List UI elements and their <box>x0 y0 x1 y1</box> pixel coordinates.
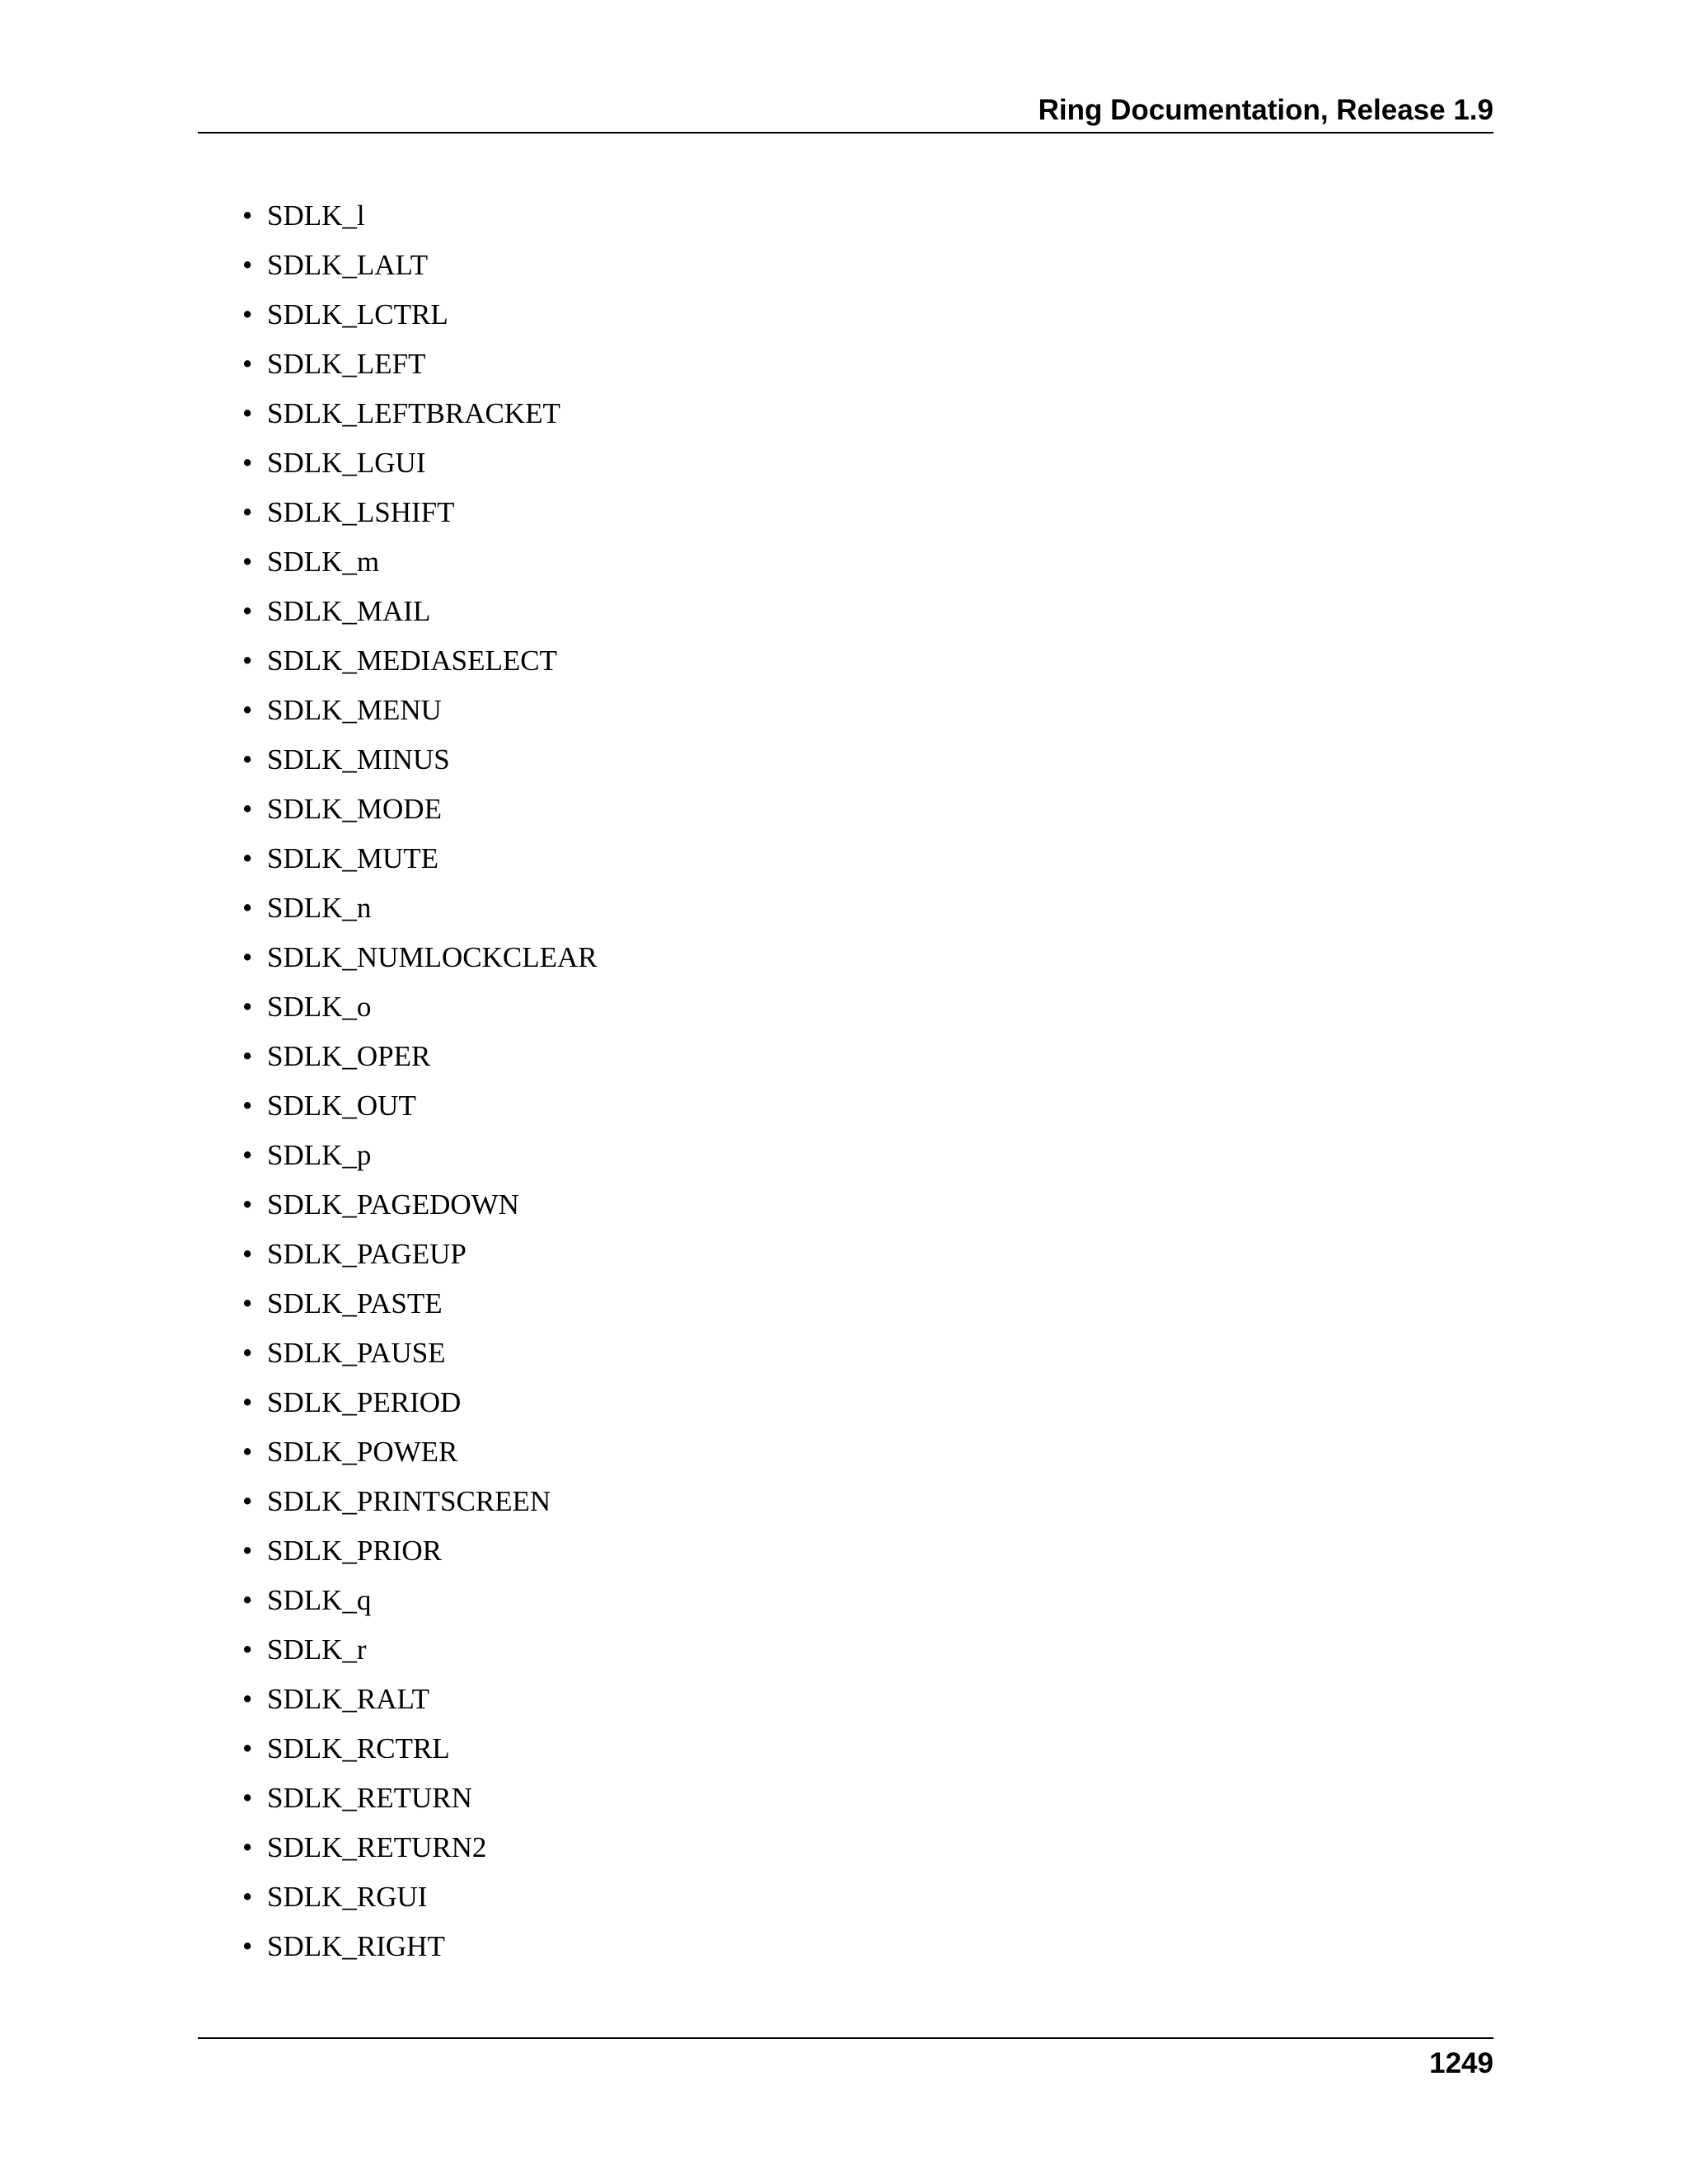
bullet-icon: • <box>242 1040 253 1072</box>
bullet-icon: • <box>242 1188 253 1221</box>
list-item-label: SDLK_NUMLOCKCLEAR <box>267 941 598 973</box>
bullet-icon: • <box>242 743 253 776</box>
bullet-icon: • <box>242 348 253 380</box>
bullet-icon: • <box>242 447 253 479</box>
bullet-icon: • <box>242 546 253 578</box>
bullet-icon: • <box>242 1139 253 1171</box>
list-item-label: SDLK_OPER <box>267 1040 431 1072</box>
list-item-label: SDLK_MEDIASELECT <box>267 644 557 677</box>
list-item-label: SDLK_l <box>267 199 365 232</box>
bullet-icon: • <box>242 1881 253 1913</box>
bullet-icon: • <box>242 991 253 1023</box>
list-item-label: SDLK_q <box>267 1584 372 1616</box>
bullet-icon: • <box>242 1238 253 1270</box>
bullet-icon: • <box>242 1584 253 1616</box>
bullet-icon: • <box>242 496 253 528</box>
list-item-label: SDLK_LSHIFT <box>267 496 455 528</box>
list-item-label: SDLK_LEFTBRACKET <box>267 397 560 429</box>
list-item-label: SDLK_n <box>267 892 372 924</box>
list-item-label: SDLK_LEFT <box>267 348 426 380</box>
list-item-label: SDLK_RETURN <box>267 1782 472 1814</box>
list-item-label: SDLK_LCTRL <box>267 298 448 330</box>
list-item-label: SDLK_r <box>267 1633 367 1666</box>
list-item-label: SDLK_o <box>267 991 372 1023</box>
list-item-label: SDLK_PAGEUP <box>267 1238 467 1270</box>
list-item-label: SDLK_RGUI <box>267 1881 428 1913</box>
list-item-label: SDLK_PERIOD <box>267 1386 462 1418</box>
bullet-icon: • <box>242 1287 253 1319</box>
list-item-label: SDLK_PRINTSCREEN <box>267 1485 551 1517</box>
bullet-icon: • <box>242 1732 253 1765</box>
bullet-icon: • <box>242 1535 253 1567</box>
list-item-label: SDLK_PASTE <box>267 1287 443 1319</box>
bullet-icon: • <box>242 595 253 627</box>
list-item-label: SDLK_PAGEDOWN <box>267 1188 519 1221</box>
list-item-label: SDLK_RIGHT <box>267 1930 445 1962</box>
list-item-label: SDLK_MAIL <box>267 595 431 627</box>
bullet-icon: • <box>242 1782 253 1814</box>
list-item-label: SDLK_p <box>267 1139 372 1171</box>
list-item-label: SDLK_MINUS <box>267 743 450 776</box>
list-item-label: SDLK_MENU <box>267 694 442 726</box>
bullet-icon: • <box>242 1930 253 1962</box>
list-item-label: SDLK_RETURN2 <box>267 1831 487 1863</box>
bullet-icon: • <box>242 1683 253 1715</box>
bullet-icon: • <box>242 1090 253 1122</box>
list-item-label: SDLK_MUTE <box>267 842 439 874</box>
bullet-icon: • <box>242 694 253 726</box>
bullet-icon: • <box>242 892 253 924</box>
bullet-icon: • <box>242 1633 253 1666</box>
page-title: Ring Documentation, Release 1.9 <box>1038 94 1493 126</box>
list-item-label: SDLK_MODE <box>267 793 442 825</box>
bullet-icon: • <box>242 1485 253 1517</box>
list-item-label: SDLK_PRIOR <box>267 1535 442 1567</box>
list-item-label: SDLK_POWER <box>267 1436 458 1468</box>
bullet-icon: • <box>242 941 253 973</box>
list-item-label: SDLK_OUT <box>267 1090 416 1122</box>
bullet-icon: • <box>242 842 253 874</box>
page-number: 1249 <box>1429 2047 1493 2079</box>
bullet-icon: • <box>242 199 253 232</box>
list-item-label: SDLK_m <box>267 546 380 578</box>
bullet-icon: • <box>242 298 253 330</box>
list-item-label: SDLK_RALT <box>267 1683 430 1715</box>
list-item-label: SDLK_LALT <box>267 249 429 281</box>
list-item-label: SDLK_RCTRL <box>267 1732 450 1765</box>
bullet-icon: • <box>242 644 253 677</box>
bullet-icon: • <box>242 397 253 429</box>
bullet-icon: • <box>242 1337 253 1369</box>
page-footer <box>198 2037 1493 2088</box>
list-item-label: SDLK_LGUI <box>267 447 426 479</box>
bullet-icon: • <box>242 793 253 825</box>
bullet-icon: • <box>242 1831 253 1863</box>
list-item-label: SDLK_PAUSE <box>267 1337 446 1369</box>
bullet-icon: • <box>242 1436 253 1468</box>
bullet-icon: • <box>242 1386 253 1418</box>
bullet-icon: • <box>242 249 253 281</box>
